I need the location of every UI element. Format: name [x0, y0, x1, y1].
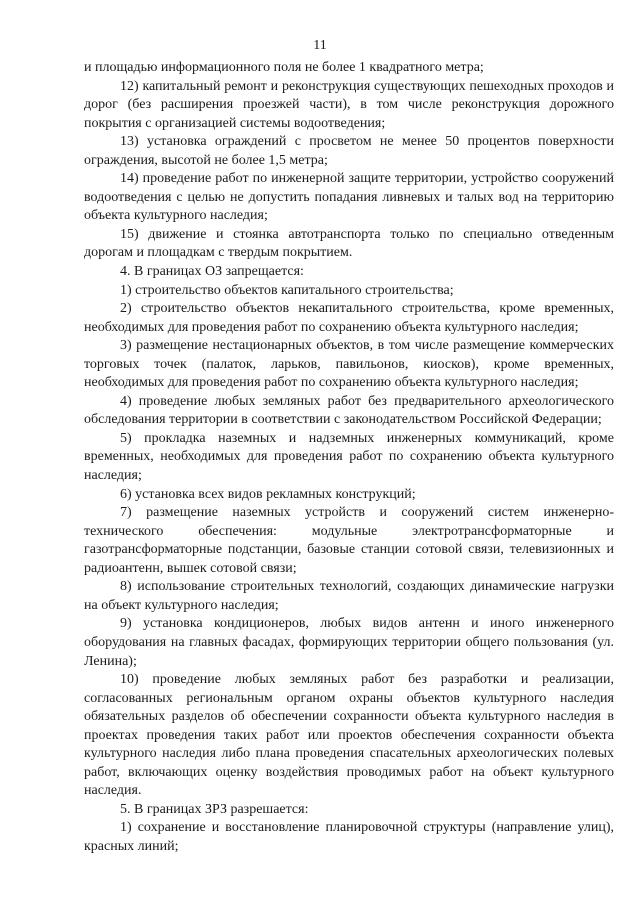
paragraph: 5) прокладка наземных и надземных инженерных коммуникаций, кроме временных, необходимых для проведения работ по сохранению объекта культурного наследия; — [84, 430, 614, 484]
paragraph: 1) строительство объектов капитального строительства; — [120, 282, 454, 298]
paragraph: 5. В границах ЗРЗ разрешается: — [120, 801, 309, 817]
paragraph: 3) размещение нестационарных объектов, в том числе размещение коммерческих торговых точек (палаток, ларьков, павильонов, киосков), кроме временных, необходимых для проведения работ по сохранению объекта культурного наследия; — [84, 338, 614, 391]
paragraph: 4. В границах ОЗ запрещается: — [120, 264, 304, 280]
paragraph: 15) движение и стоянка автотранспорта только по специально отведенным дорогам и площадкам с твердым покрытием. — [84, 226, 614, 261]
paragraph: 1) сохранение и восстановление планировочной структуры (направление улиц), красных линий; — [84, 820, 614, 854]
paragraph: 13) установка ограждений с просветом не менее 50 процентов поверхности ограждения, высотой не более 1,5 метра; — [84, 134, 614, 168]
paragraph: 7) размещение наземных устройств и сооружений систем инженерно-технического обеспечения: модульные электротрансформаторные и газотрансформаторные подстанции, базовые станции сотовой связи, телевизионных и радиоантенн, вышек сотовой связи; — [84, 505, 614, 576]
page-number: 11 — [313, 38, 327, 53]
paragraph: 8) использование строительных технологий, создающих динамические нагрузки на объект культурного наследия; — [84, 579, 614, 613]
document-body — [84, 59, 614, 857]
paragraph: 2) строительство объектов некапитального строительства, кроме временных, необходимых для проведения работ по сохранению объекта культурного наследия; — [84, 301, 614, 335]
paragraph: 12) капитальный ремонт и реконструкция существующих пешеходных проходов и дорог (без расширения проезжей части), в том числе реконструкция дорожного покрытия с организацией системы водоотведения; — [84, 78, 614, 131]
paragraph: 4) проведение любых земляных работ без предварительного археологического обследования территории в соответствии с законодательством Российской Федерации; — [84, 393, 614, 428]
paragraph: 6) установка всех видов рекламных конструкций; — [120, 486, 416, 502]
paragraph: 14) проведение работ по инженерной защите территории, устройство сооружений водоотведения с целью не допустить попадания ливневых и талых вод на территорию объекта культурного наследия; — [84, 171, 614, 224]
paragraph: и площадью информационного поля не более 1 квадратного метра; — [84, 60, 484, 75]
paragraph: 9) установка кондиционеров, любых видов антенн и иного инженерного оборудования на главных фасадах, формирующих территории общего пользования (ул. Ленина); — [84, 616, 614, 669]
paragraph: 10) проведение любых земляных работ без разработки и реализации, согласованных региональным органом охраны объектов культурного наследия обязательных разделов об обеспечении сохранности объекта культурного наследия в проектах проведения таких работ или проектов обеспечения сохранности объекта культурного наследия либо плана проведения спасательных археологических полевых работ, включающих оценку воздействия проводимых работ на объект культурного наследия. — [84, 672, 614, 799]
